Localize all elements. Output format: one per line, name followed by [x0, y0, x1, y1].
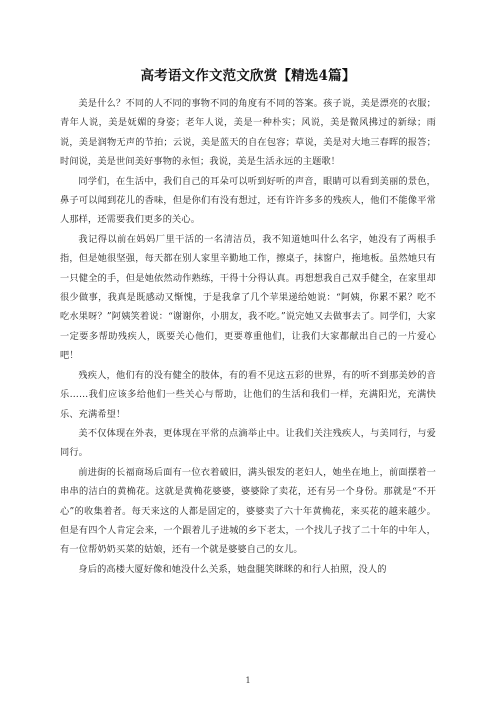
paragraph: 同学们，在生活中，我们自己的耳朵可以听到好听的声音，眼睛可以看到美丽的景色，鼻子可以闻到花儿的香味，但是你们有没有想过，还有许许多多的残疾人，他们不能像平常人那样，还需要我们更多的关心。	[60, 175, 436, 226]
paragraph: 身后的高楼大厦好像和她没什么关系，她盘腿笑眯眯的和行人拍照，没人的	[78, 563, 387, 575]
paragraph: 残疾人，他们有的没有健全的肢体，有的看不见这五彩的世界，有的听不到那美妙的音乐……我们应该多给他们一些关心与帮助，让他们的生活和我们一样，充满阳光，充满快乐、充满希望！	[60, 369, 436, 420]
paragraph: 美是什么？不同的人不同的事物不同的角度有不同的答案。孩子说，美是漂亮的衣服；青年人说，美是妩媚的身姿；老年人说，美是一种朴实；风说，美是微风拂过的新绿；雨说，美是润物无声的节拍；云说，美是蓝天的自在包容；草说，美是对大地三春晖的报答；时间说，美是世间美好事物的永恒；我说，美是生活永远的主题歌！	[60, 98, 436, 168]
paragraph: 我记得以前在妈妈厂里干活的一名清洁员，我不知道她叫什么名字，她没有了两根手指，但是她很坚强，每天都在别人家里辛勤地工作，擦桌子，抹窗户，拖地板。虽然她只有一只健全的手，但是她依然动作熟练，干得十分得认真。再想想我自己双手健全，在家里却很少做事，我真是既感动又惭愧，于是我拿了几个苹果递给她说：“阿姨，你累不累？吃不吃水果呀？”阿姨笑着说：“谢谢你，小朋友，我不吃。”说完她又去做事去了。同学们，大家一定要多帮助残疾人，既要关心他们，更要尊重他们，让我们大家都献出自己的一片爱心吧！	[60, 233, 436, 362]
document-body	[60, 94, 436, 579]
paragraph: 前进街的长福商场后面有一位衣着破旧，满头银发的老妇人，她坐在地上，前面摆着一串串的洁白的黄桷花。这就是黄桷花婆婆，婆婆除了卖花，还有另一个身份。那就是“不开心”的收集着者。每天来这的人都是固定的，婆婆卖了六十年黄桷花，来买花的越来越少。但是有四个人肯定会来，一个跟着儿子进城的乡下老太，一个找儿子找了二十年的中年人，有一位帮奶奶买菜的姑娘，还有一个就是婆婆自己的女儿。	[60, 466, 436, 556]
page-number: 1	[245, 676, 251, 685]
paragraph: 美不仅体现在外表，更体现在平常的点滴举止中。让我们关注残疾人，与美同行，与爱同行。	[60, 427, 436, 459]
document-title: 高考语文作文范文欣赏【精选4篇】	[140, 68, 356, 84]
